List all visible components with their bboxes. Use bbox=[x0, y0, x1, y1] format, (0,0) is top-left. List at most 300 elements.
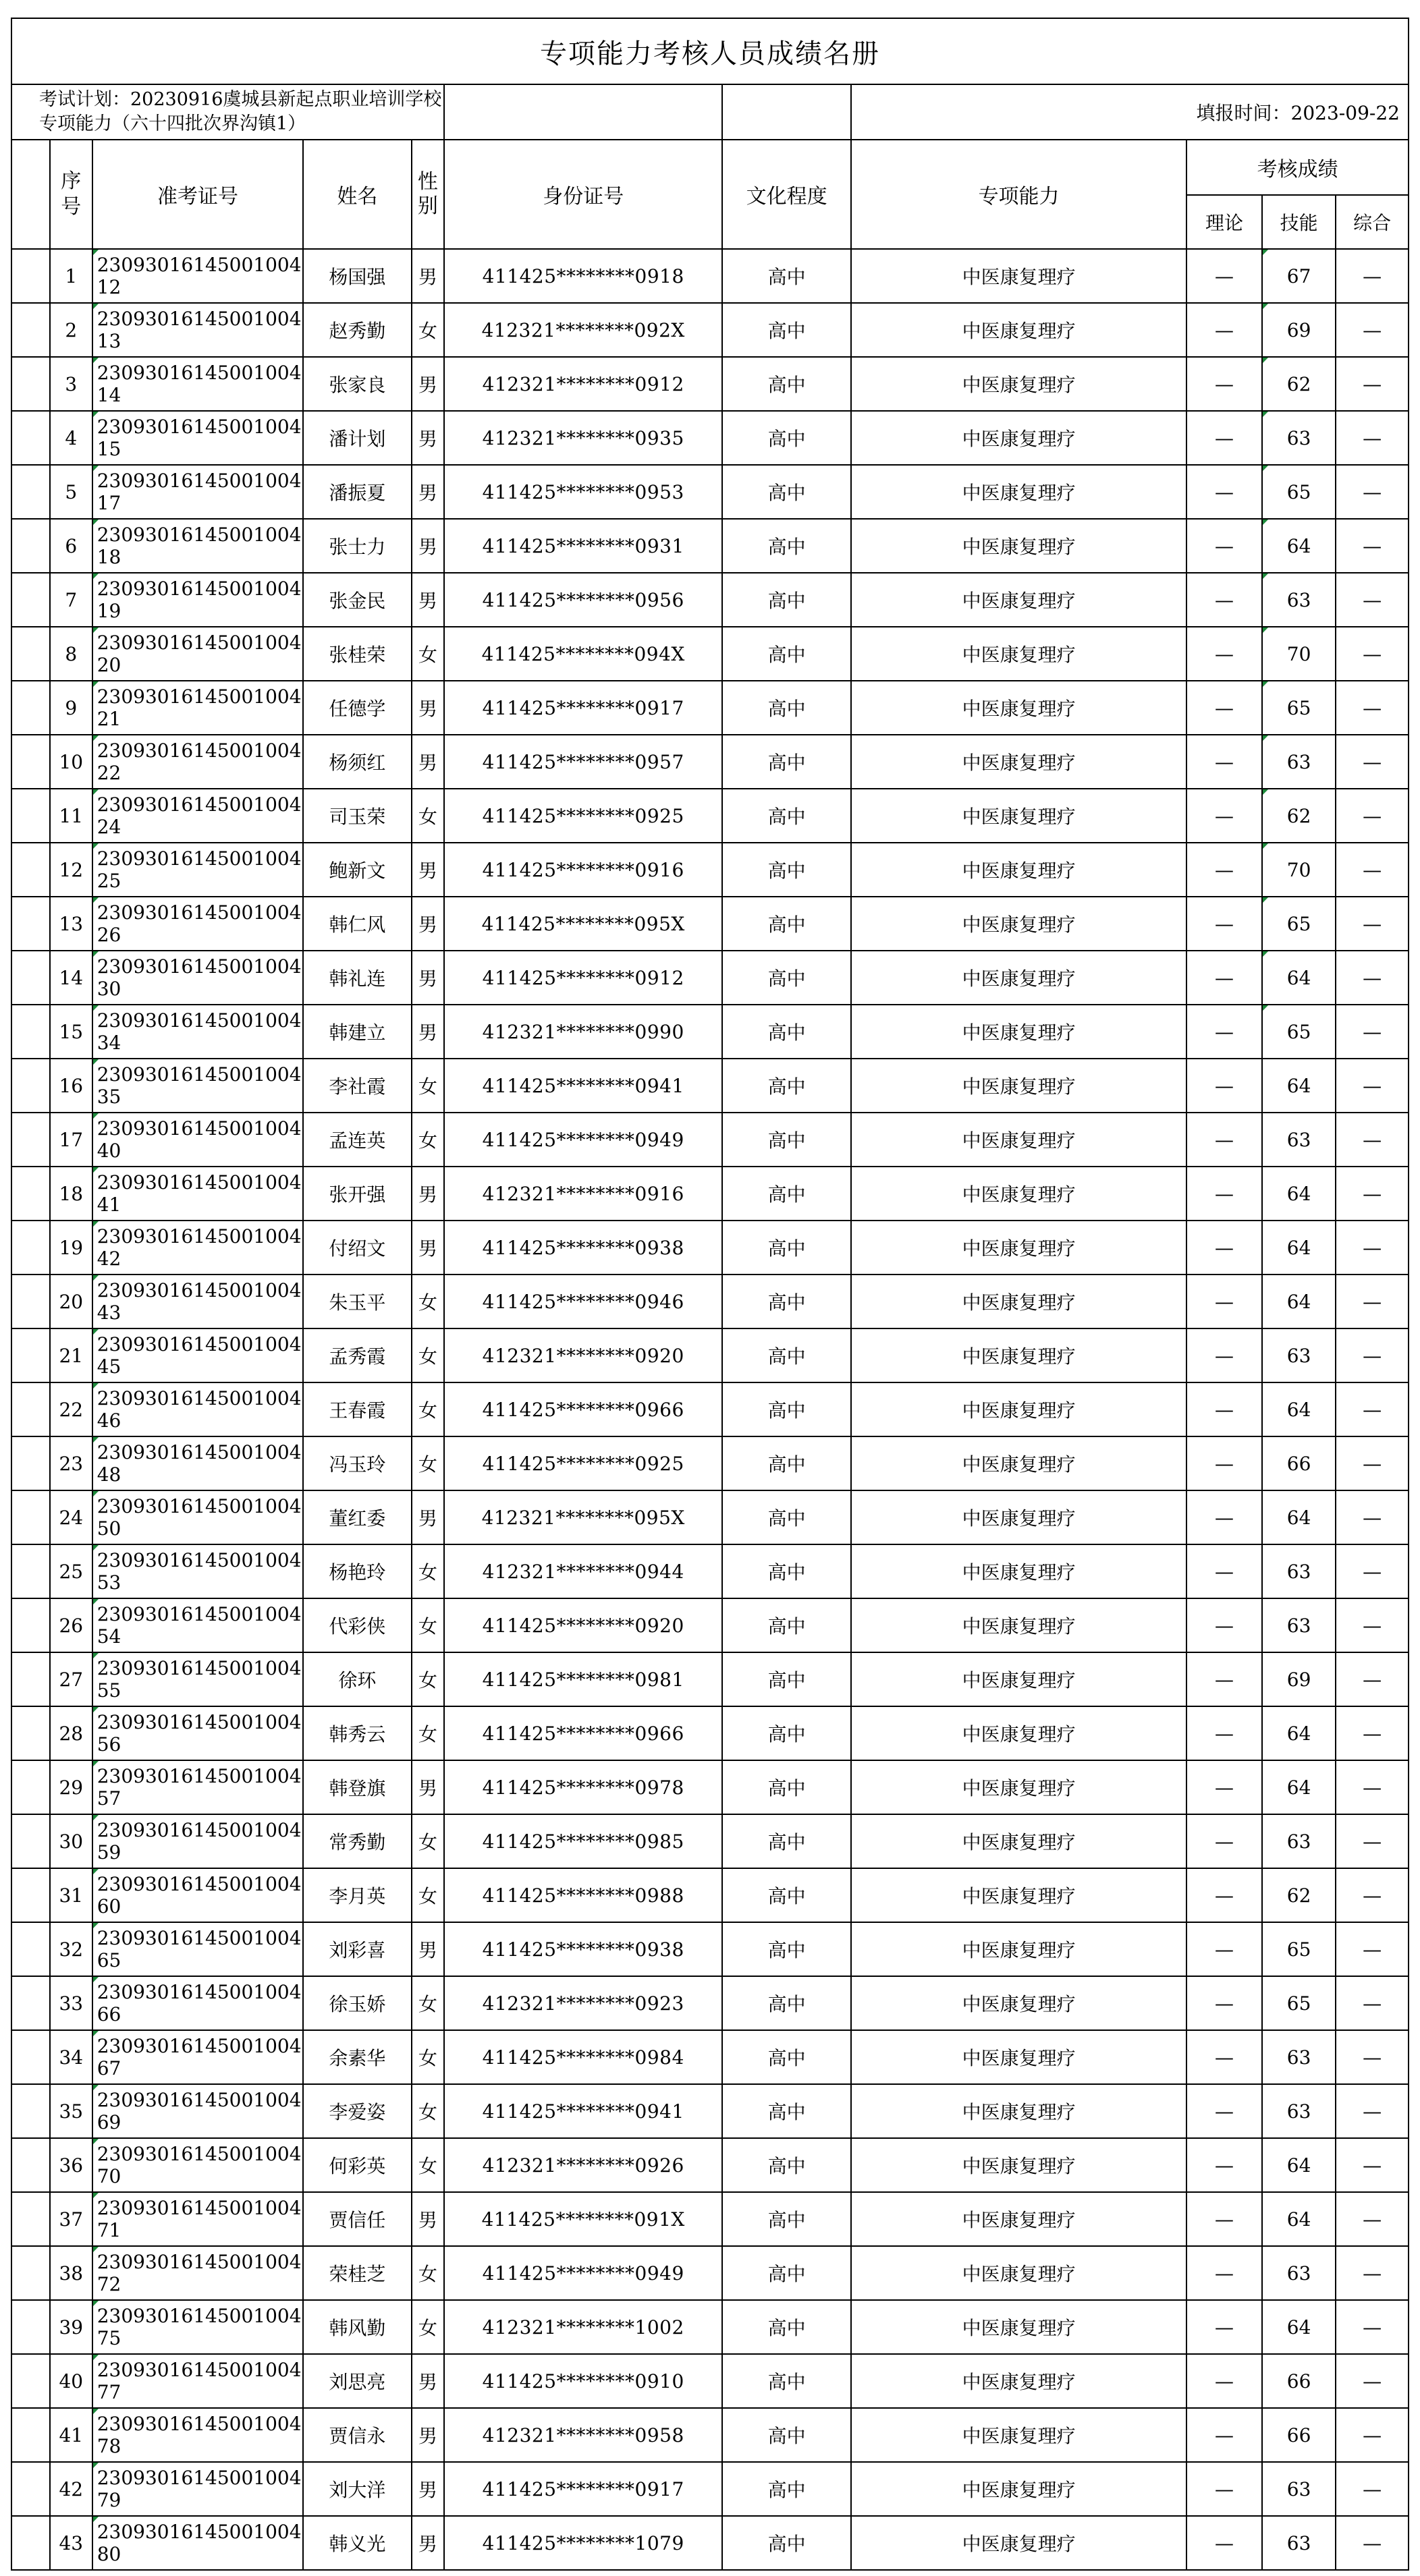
row-ability: 中医康复理疗 bbox=[851, 1167, 1186, 1221]
row-gender: 男 bbox=[412, 735, 445, 789]
row-blank-cell bbox=[11, 2462, 50, 2516]
row-id-number: 411425********0918 bbox=[444, 249, 722, 303]
row-blank-cell bbox=[11, 789, 50, 843]
row-ticket-number: 2309301614500100479 bbox=[92, 2462, 304, 2516]
row-blank-cell bbox=[11, 681, 50, 735]
row-ability: 中医康复理疗 bbox=[851, 2138, 1186, 2192]
row-gender: 女 bbox=[412, 1275, 445, 1328]
row-gender: 女 bbox=[412, 2300, 445, 2354]
table-row bbox=[11, 411, 1409, 465]
row-ability: 中医康复理疗 bbox=[851, 1490, 1186, 1544]
row-id-number: 411425********0941 bbox=[444, 2084, 722, 2138]
plan-blank-cell-2 bbox=[722, 84, 851, 140]
row-theory-score: — bbox=[1186, 2030, 1262, 2084]
row-ability: 中医康复理疗 bbox=[851, 681, 1186, 735]
row-name: 张桂荣 bbox=[303, 627, 411, 681]
row-gender: 男 bbox=[412, 519, 445, 573]
row-seq: 21 bbox=[50, 1328, 92, 1382]
row-name: 徐玉娇 bbox=[303, 1976, 411, 2030]
row-gender: 女 bbox=[412, 789, 445, 843]
row-blank-cell bbox=[11, 249, 50, 303]
row-theory-score: — bbox=[1186, 2516, 1262, 2570]
row-seq: 14 bbox=[50, 951, 92, 1005]
header-id: 身份证号 bbox=[444, 140, 722, 249]
row-education: 高中 bbox=[722, 1436, 851, 1490]
row-name: 李社霞 bbox=[303, 1059, 411, 1113]
row-skill-score: 64 bbox=[1262, 1059, 1336, 1113]
row-total-score: — bbox=[1336, 519, 1409, 573]
row-education: 高中 bbox=[722, 2300, 851, 2354]
row-seq: 28 bbox=[50, 1706, 92, 1760]
row-blank-cell bbox=[11, 951, 50, 1005]
row-theory-score: — bbox=[1186, 627, 1262, 681]
row-theory-score: — bbox=[1186, 1382, 1262, 1436]
row-blank-cell bbox=[11, 1544, 50, 1598]
row-blank-cell bbox=[11, 1221, 50, 1275]
row-seq: 43 bbox=[50, 2516, 92, 2570]
row-blank-cell bbox=[11, 2084, 50, 2138]
row-theory-score: — bbox=[1186, 2462, 1262, 2516]
row-ability: 中医康复理疗 bbox=[851, 1922, 1186, 1976]
row-education: 高中 bbox=[722, 1598, 851, 1652]
row-education: 高中 bbox=[722, 2462, 851, 2516]
row-total-score: — bbox=[1336, 411, 1409, 465]
row-name: 荣桂芝 bbox=[303, 2246, 411, 2300]
row-education: 高中 bbox=[722, 1868, 851, 1922]
row-skill-score: 62 bbox=[1262, 357, 1336, 411]
row-total-score: — bbox=[1336, 1976, 1409, 2030]
row-gender: 女 bbox=[412, 1652, 445, 1706]
row-blank-cell bbox=[11, 357, 50, 411]
table-row bbox=[11, 1490, 1409, 1544]
row-id-number: 411425********0953 bbox=[444, 465, 722, 519]
row-gender: 男 bbox=[412, 1005, 445, 1059]
table-row bbox=[11, 1652, 1409, 1706]
table-row bbox=[11, 951, 1409, 1005]
row-total-score: — bbox=[1336, 357, 1409, 411]
row-ability: 中医康复理疗 bbox=[851, 735, 1186, 789]
row-education: 高中 bbox=[722, 2084, 851, 2138]
row-skill-score: 65 bbox=[1262, 1005, 1336, 1059]
row-education: 高中 bbox=[722, 2030, 851, 2084]
row-ability: 中医康复理疗 bbox=[851, 1275, 1186, 1328]
row-name: 刘彩喜 bbox=[303, 1922, 411, 1976]
row-ability: 中医康复理疗 bbox=[851, 897, 1186, 951]
row-seq: 3 bbox=[50, 357, 92, 411]
row-gender: 男 bbox=[412, 1167, 445, 1221]
row-name: 张家良 bbox=[303, 357, 411, 411]
row-skill-score: 63 bbox=[1262, 1113, 1336, 1167]
row-id-number: 412321********092X bbox=[444, 303, 722, 357]
table-row bbox=[11, 1059, 1409, 1113]
row-ability: 中医康复理疗 bbox=[851, 573, 1186, 627]
row-seq: 25 bbox=[50, 1544, 92, 1598]
plan-blank-cell-1 bbox=[444, 84, 722, 140]
row-id-number: 411425********0917 bbox=[444, 681, 722, 735]
row-seq: 17 bbox=[50, 1113, 92, 1167]
row-seq: 39 bbox=[50, 2300, 92, 2354]
row-theory-score: — bbox=[1186, 465, 1262, 519]
row-id-number: 412321********095X bbox=[444, 1490, 722, 1544]
row-blank-cell bbox=[11, 1706, 50, 1760]
row-education: 高中 bbox=[722, 573, 851, 627]
row-total-score: — bbox=[1336, 303, 1409, 357]
header-blank-left bbox=[11, 140, 50, 249]
row-name: 王春霞 bbox=[303, 1382, 411, 1436]
row-education: 高中 bbox=[722, 627, 851, 681]
row-ticket-number: 2309301614500100434 bbox=[92, 1005, 304, 1059]
row-total-score: — bbox=[1336, 1922, 1409, 1976]
row-skill-score: 64 bbox=[1262, 519, 1336, 573]
header-name: 姓名 bbox=[303, 140, 411, 249]
row-ability: 中医康复理疗 bbox=[851, 2246, 1186, 2300]
row-name: 杨须红 bbox=[303, 735, 411, 789]
row-total-score: — bbox=[1336, 897, 1409, 951]
row-ticket-number: 2309301614500100480 bbox=[92, 2516, 304, 2570]
row-blank-cell bbox=[11, 1328, 50, 1382]
row-blank-cell bbox=[11, 1382, 50, 1436]
row-gender: 女 bbox=[412, 1382, 445, 1436]
row-ticket-number: 2309301614500100418 bbox=[92, 519, 304, 573]
row-education: 高中 bbox=[722, 1113, 851, 1167]
row-total-score: — bbox=[1336, 1382, 1409, 1436]
row-name: 韩义光 bbox=[303, 2516, 411, 2570]
row-blank-cell bbox=[11, 843, 50, 897]
row-id-number: 411425********0949 bbox=[444, 2246, 722, 2300]
row-name: 张金民 bbox=[303, 573, 411, 627]
row-blank-cell bbox=[11, 1113, 50, 1167]
row-ability: 中医康复理疗 bbox=[851, 1976, 1186, 2030]
row-blank-cell bbox=[11, 2138, 50, 2192]
table-row bbox=[11, 2462, 1409, 2516]
row-name: 冯玉玲 bbox=[303, 1436, 411, 1490]
row-skill-score: 63 bbox=[1262, 1328, 1336, 1382]
score-register-table bbox=[11, 18, 1409, 2571]
row-seq: 29 bbox=[50, 1760, 92, 1814]
table-row bbox=[11, 2138, 1409, 2192]
row-theory-score: — bbox=[1186, 681, 1262, 735]
row-ability: 中医康复理疗 bbox=[851, 411, 1186, 465]
row-name: 赵秀勤 bbox=[303, 303, 411, 357]
row-ability: 中医康复理疗 bbox=[851, 843, 1186, 897]
row-id-number: 411425********0978 bbox=[444, 1760, 722, 1814]
row-id-number: 411425********0938 bbox=[444, 1922, 722, 1976]
row-gender: 女 bbox=[412, 1113, 445, 1167]
row-theory-score: — bbox=[1186, 1113, 1262, 1167]
row-name: 韩登旗 bbox=[303, 1760, 411, 1814]
row-id-number: 412321********0916 bbox=[444, 1167, 722, 1221]
row-ticket-number: 2309301614500100430 bbox=[92, 951, 304, 1005]
row-total-score: — bbox=[1336, 2246, 1409, 2300]
row-ticket-number: 2309301614500100448 bbox=[92, 1436, 304, 1490]
row-theory-score: — bbox=[1186, 1059, 1262, 1113]
row-id-number: 411425********0912 bbox=[444, 951, 722, 1005]
row-total-score: — bbox=[1336, 2516, 1409, 2570]
row-seq: 37 bbox=[50, 2192, 92, 2246]
row-ticket-number: 2309301614500100477 bbox=[92, 2354, 304, 2408]
row-gender: 男 bbox=[412, 573, 445, 627]
table-row bbox=[11, 843, 1409, 897]
row-gender: 男 bbox=[412, 2192, 445, 2246]
row-total-score: — bbox=[1336, 1059, 1409, 1113]
row-skill-score: 63 bbox=[1262, 2030, 1336, 2084]
row-gender: 女 bbox=[412, 1976, 445, 2030]
row-education: 高中 bbox=[722, 1922, 851, 1976]
row-gender: 男 bbox=[412, 2516, 445, 2570]
table-row bbox=[11, 249, 1409, 303]
row-total-score: — bbox=[1336, 735, 1409, 789]
row-theory-score: — bbox=[1186, 2300, 1262, 2354]
row-blank-cell bbox=[11, 2354, 50, 2408]
row-seq: 42 bbox=[50, 2462, 92, 2516]
row-total-score: — bbox=[1336, 627, 1409, 681]
row-total-score: — bbox=[1336, 1436, 1409, 1490]
row-total-score: — bbox=[1336, 1490, 1409, 1544]
row-education: 高中 bbox=[722, 357, 851, 411]
row-education: 高中 bbox=[722, 411, 851, 465]
row-gender: 女 bbox=[412, 1328, 445, 1382]
row-ticket-number: 2309301614500100471 bbox=[92, 2192, 304, 2246]
table-row bbox=[11, 897, 1409, 951]
report-time: 填报时间：2023-09-22 bbox=[851, 84, 1409, 140]
row-blank-cell bbox=[11, 465, 50, 519]
row-seq: 16 bbox=[50, 1059, 92, 1113]
row-id-number: 411425********0941 bbox=[444, 1059, 722, 1113]
row-seq: 34 bbox=[50, 2030, 92, 2084]
row-seq: 35 bbox=[50, 2084, 92, 2138]
row-education: 高中 bbox=[722, 465, 851, 519]
row-education: 高中 bbox=[722, 1167, 851, 1221]
row-education: 高中 bbox=[722, 897, 851, 951]
row-name: 刘思亮 bbox=[303, 2354, 411, 2408]
row-ticket-number: 2309301614500100413 bbox=[92, 303, 304, 357]
row-theory-score: — bbox=[1186, 357, 1262, 411]
row-gender: 男 bbox=[412, 411, 445, 465]
table-row bbox=[11, 1544, 1409, 1598]
row-total-score: — bbox=[1336, 2408, 1409, 2462]
row-ticket-number: 2309301614500100441 bbox=[92, 1167, 304, 1221]
row-theory-score: — bbox=[1186, 411, 1262, 465]
row-ticket-number: 2309301614500100459 bbox=[92, 1814, 304, 1868]
row-total-score: — bbox=[1336, 2300, 1409, 2354]
row-total-score: — bbox=[1336, 2462, 1409, 2516]
row-skill-score: 64 bbox=[1262, 1382, 1336, 1436]
row-theory-score: — bbox=[1186, 1652, 1262, 1706]
row-name: 刘大洋 bbox=[303, 2462, 411, 2516]
row-seq: 19 bbox=[50, 1221, 92, 1275]
table-row bbox=[11, 1760, 1409, 1814]
row-theory-score: — bbox=[1186, 519, 1262, 573]
row-theory-score: — bbox=[1186, 1706, 1262, 1760]
row-blank-cell bbox=[11, 1976, 50, 2030]
row-gender: 女 bbox=[412, 1814, 445, 1868]
row-gender: 男 bbox=[412, 1221, 445, 1275]
row-skill-score: 70 bbox=[1262, 627, 1336, 681]
row-total-score: — bbox=[1336, 1275, 1409, 1328]
row-ability: 中医康复理疗 bbox=[851, 2084, 1186, 2138]
row-gender: 女 bbox=[412, 627, 445, 681]
row-id-number: 411425********0925 bbox=[444, 1436, 722, 1490]
row-seq: 31 bbox=[50, 1868, 92, 1922]
row-name: 韩风勤 bbox=[303, 2300, 411, 2354]
row-name: 潘振夏 bbox=[303, 465, 411, 519]
row-total-score: — bbox=[1336, 573, 1409, 627]
row-blank-cell bbox=[11, 1490, 50, 1544]
row-education: 高中 bbox=[722, 303, 851, 357]
row-gender: 女 bbox=[412, 1544, 445, 1598]
row-theory-score: — bbox=[1186, 2192, 1262, 2246]
row-total-score: — bbox=[1336, 2084, 1409, 2138]
row-skill-score: 65 bbox=[1262, 681, 1336, 735]
table-row bbox=[11, 2030, 1409, 2084]
header-gender-label: 性别 bbox=[417, 170, 438, 218]
row-name: 李爱姿 bbox=[303, 2084, 411, 2138]
row-seq: 36 bbox=[50, 2138, 92, 2192]
row-total-score: — bbox=[1336, 2192, 1409, 2246]
row-blank-cell bbox=[11, 2192, 50, 2246]
table-row bbox=[11, 2084, 1409, 2138]
row-ticket-number: 2309301614500100466 bbox=[92, 1976, 304, 2030]
row-education: 高中 bbox=[722, 2516, 851, 2570]
row-ability: 中医康复理疗 bbox=[851, 1382, 1186, 1436]
row-total-score: — bbox=[1336, 1328, 1409, 1382]
row-id-number: 411425********0985 bbox=[444, 1814, 722, 1868]
row-skill-score: 63 bbox=[1262, 1598, 1336, 1652]
row-id-number: 412321********0920 bbox=[444, 1328, 722, 1382]
row-name: 韩仁风 bbox=[303, 897, 411, 951]
row-education: 高中 bbox=[722, 1275, 851, 1328]
table-row bbox=[11, 1598, 1409, 1652]
row-blank-cell bbox=[11, 2516, 50, 2570]
table-row bbox=[11, 1328, 1409, 1382]
row-theory-score: — bbox=[1186, 1544, 1262, 1598]
row-skill-score: 64 bbox=[1262, 951, 1336, 1005]
row-name: 鲍新文 bbox=[303, 843, 411, 897]
row-name: 张开强 bbox=[303, 1167, 411, 1221]
row-gender: 女 bbox=[412, 2030, 445, 2084]
row-ticket-number: 2309301614500100475 bbox=[92, 2300, 304, 2354]
row-id-number: 411425********095X bbox=[444, 897, 722, 951]
row-theory-score: — bbox=[1186, 2246, 1262, 2300]
row-id-number: 411425********0981 bbox=[444, 1652, 722, 1706]
row-seq: 22 bbox=[50, 1382, 92, 1436]
row-education: 高中 bbox=[722, 2192, 851, 2246]
row-blank-cell bbox=[11, 1059, 50, 1113]
row-gender: 男 bbox=[412, 2408, 445, 2462]
row-ticket-number: 2309301614500100425 bbox=[92, 843, 304, 897]
table-row bbox=[11, 1976, 1409, 2030]
row-ability: 中医康复理疗 bbox=[851, 1436, 1186, 1490]
row-theory-score: — bbox=[1186, 1167, 1262, 1221]
row-total-score: — bbox=[1336, 1868, 1409, 1922]
row-ticket-number: 2309301614500100460 bbox=[92, 1868, 304, 1922]
row-blank-cell bbox=[11, 897, 50, 951]
row-education: 高中 bbox=[722, 843, 851, 897]
header-ticket: 准考证号 bbox=[92, 140, 304, 249]
row-id-number: 412321********0944 bbox=[444, 1544, 722, 1598]
row-ticket-number: 2309301614500100478 bbox=[92, 2408, 304, 2462]
row-id-number: 412321********0935 bbox=[444, 411, 722, 465]
header-gender bbox=[412, 140, 445, 249]
row-skill-score: 69 bbox=[1262, 1652, 1336, 1706]
row-total-score: — bbox=[1336, 1167, 1409, 1221]
header-scores: 考核成绩 bbox=[1186, 140, 1409, 195]
row-blank-cell bbox=[11, 627, 50, 681]
row-seq: 18 bbox=[50, 1167, 92, 1221]
row-id-number: 411425********0946 bbox=[444, 1275, 722, 1328]
row-gender: 男 bbox=[412, 843, 445, 897]
row-gender: 男 bbox=[412, 2354, 445, 2408]
row-ticket-number: 2309301614500100450 bbox=[92, 1490, 304, 1544]
row-name: 张士力 bbox=[303, 519, 411, 573]
row-seq: 6 bbox=[50, 519, 92, 573]
row-ticket-number: 2309301614500100455 bbox=[92, 1652, 304, 1706]
row-theory-score: — bbox=[1186, 2084, 1262, 2138]
row-seq: 38 bbox=[50, 2246, 92, 2300]
row-seq: 10 bbox=[50, 735, 92, 789]
row-seq: 2 bbox=[50, 303, 92, 357]
row-id-number: 412321********0958 bbox=[444, 2408, 722, 2462]
row-ticket-number: 2309301614500100414 bbox=[92, 357, 304, 411]
row-blank-cell bbox=[11, 573, 50, 627]
row-gender: 男 bbox=[412, 2462, 445, 2516]
row-ticket-number: 2309301614500100457 bbox=[92, 1760, 304, 1814]
row-education: 高中 bbox=[722, 681, 851, 735]
row-seq: 9 bbox=[50, 681, 92, 735]
row-ability: 中医康复理疗 bbox=[851, 2516, 1186, 2570]
row-theory-score: — bbox=[1186, 897, 1262, 951]
row-blank-cell bbox=[11, 2030, 50, 2084]
row-ticket-number: 2309301614500100426 bbox=[92, 897, 304, 951]
row-ability: 中医康复理疗 bbox=[851, 1598, 1186, 1652]
table-row bbox=[11, 1706, 1409, 1760]
table-row bbox=[11, 573, 1409, 627]
row-blank-cell bbox=[11, 1005, 50, 1059]
row-skill-score: 64 bbox=[1262, 1706, 1336, 1760]
row-gender: 女 bbox=[412, 1868, 445, 1922]
row-name: 司玉荣 bbox=[303, 789, 411, 843]
row-education: 高中 bbox=[722, 2138, 851, 2192]
row-name: 韩建立 bbox=[303, 1005, 411, 1059]
table-row bbox=[11, 2246, 1409, 2300]
row-ticket-number: 2309301614500100435 bbox=[92, 1059, 304, 1113]
row-id-number: 412321********0923 bbox=[444, 1976, 722, 2030]
row-skill-score: 69 bbox=[1262, 303, 1336, 357]
row-ticket-number: 2309301614500100415 bbox=[92, 411, 304, 465]
row-seq: 33 bbox=[50, 1976, 92, 2030]
row-ability: 中医康复理疗 bbox=[851, 1652, 1186, 1706]
header-seq-label: 序号 bbox=[61, 169, 82, 219]
row-id-number: 411425********091X bbox=[444, 2192, 722, 2246]
row-blank-cell bbox=[11, 1167, 50, 1221]
header-seq bbox=[50, 140, 92, 249]
row-seq: 20 bbox=[50, 1275, 92, 1328]
row-id-number: 411425********1079 bbox=[444, 2516, 722, 2570]
row-blank-cell bbox=[11, 2408, 50, 2462]
row-name: 董红委 bbox=[303, 1490, 411, 1544]
row-seq: 26 bbox=[50, 1598, 92, 1652]
row-name: 韩礼连 bbox=[303, 951, 411, 1005]
row-id-number: 412321********1002 bbox=[444, 2300, 722, 2354]
row-theory-score: — bbox=[1186, 1490, 1262, 1544]
row-theory-score: — bbox=[1186, 1868, 1262, 1922]
row-total-score: — bbox=[1336, 1814, 1409, 1868]
table-row bbox=[11, 1221, 1409, 1275]
row-ability: 中医康复理疗 bbox=[851, 2462, 1186, 2516]
row-id-number: 411425********0931 bbox=[444, 519, 722, 573]
table-row bbox=[11, 681, 1409, 735]
row-name: 徐环 bbox=[303, 1652, 411, 1706]
